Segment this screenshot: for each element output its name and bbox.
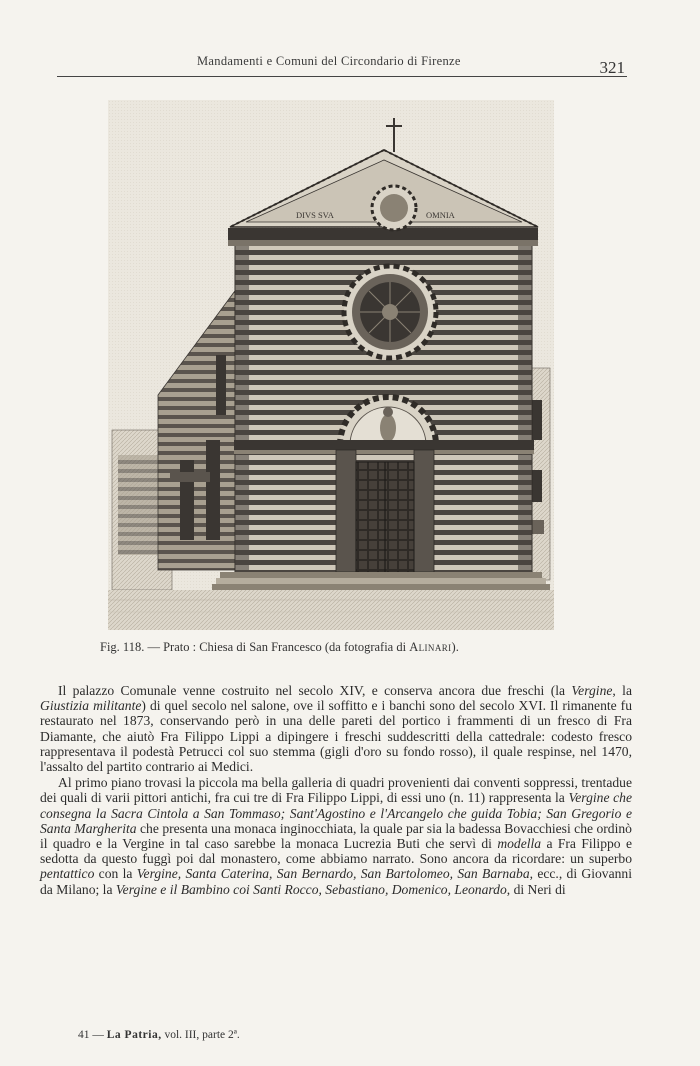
p2-text-c: a Fra Filippo e sedotta da questo fuggì poi dal monastero, come abbiamo narrato. Sono ancora da ricordare: un superbo: [40, 836, 632, 867]
paragraph-2: [40, 775, 632, 897]
p1-text-b: , la: [612, 683, 632, 698]
page-number: 321: [599, 58, 625, 77]
caption-end: ).: [451, 640, 459, 654]
p2-text-a: Al primo piano trovasi la piccola ma bella galleria di quadri provenienti dai conventi soppressi, trentadue dei quali di varii pittori antichi, fra cui tre di Fra Filippo Lippi, di essi uno (n. 11) rappresenta la: [40, 775, 632, 806]
caption-credit: Alinari: [409, 640, 452, 654]
p2-italic-4: Vergine, Santa Caterina, San Bernardo, San Bartolomeo, San Barnaba: [136, 866, 530, 882]
p2-italic-2: modella: [497, 836, 542, 852]
running-head: Mandamenti e Comuni del Circondario di Firenze: [197, 54, 461, 68]
p2-italic-1: Vergine che consegna la Sacra Cintola a San Tommaso; Sant'Agostino e l'Arcangelo che guida Tobia; San Gregorio e Santa Margherita: [40, 790, 632, 836]
p1-italic-2: Giustizia militante: [40, 698, 142, 714]
p2-italic-3: pentattico: [40, 866, 95, 882]
figure-caption: [100, 640, 600, 655]
pediment-inscription-right: OMNIA: [426, 210, 455, 220]
p2-italic-5: Vergine e il Bambino coi Santi Rocco, Sebastiano, Domenico, Leonardo: [115, 881, 507, 897]
p1-text-a: Il palazzo Comunale venne costruito nel secolo XIV, e conserva ancora due freschi (la: [58, 683, 572, 698]
caption-text: Fig. 118. — Prato : Chiesa di San Francesco (da fotografia di: [100, 640, 410, 654]
body-text: [40, 683, 632, 897]
p1-text-c: ) di quel secolo nel salone, ove il soffitto e i banchi sono del secolo XVI. Il rimanente fu restaurato nel 1873, conservando però in una delle pareti del portico i frammenti di un fresco di Fra Diamante, che aiutò Fra Filippo Lippi a dipingere i freschi suddescritti della cattedrale: codesto fresco rappresentava il podestà Petrucci col suo stemma (gigli d'oro su fondo rosso), il quale respinse, nel 1470, l'assalto del partito contrario ai Medici.: [40, 698, 633, 775]
header-rule: [57, 76, 627, 77]
p2-text-b: che presenta una monaca inginocchiata, la quale par sia la badessa Bovacchiesi che ordinò il quadro e la Vergine in tal caso sarebbe la monaca Lucrezia Buti che servì di: [40, 820, 632, 852]
pediment-inscription-left: DIVS SVA: [296, 210, 334, 220]
p1-italic-1: Vergine: [571, 683, 613, 698]
page-header: [57, 50, 627, 80]
paragraph-1: [40, 683, 632, 774]
p2-text-f: , di Neri di: [506, 881, 566, 897]
volume-info: vol. III, parte 2ª.: [161, 1029, 240, 1041]
signature-mark: 41 —: [78, 1029, 107, 1041]
church-engraving: [108, 100, 554, 630]
publication-title: La Patria,: [106, 1029, 162, 1041]
p2-text-e: , ecc., di Giovanni da Milano; la: [40, 866, 632, 897]
p2-text-d: con la: [94, 866, 137, 882]
page-footer: [78, 1029, 240, 1041]
